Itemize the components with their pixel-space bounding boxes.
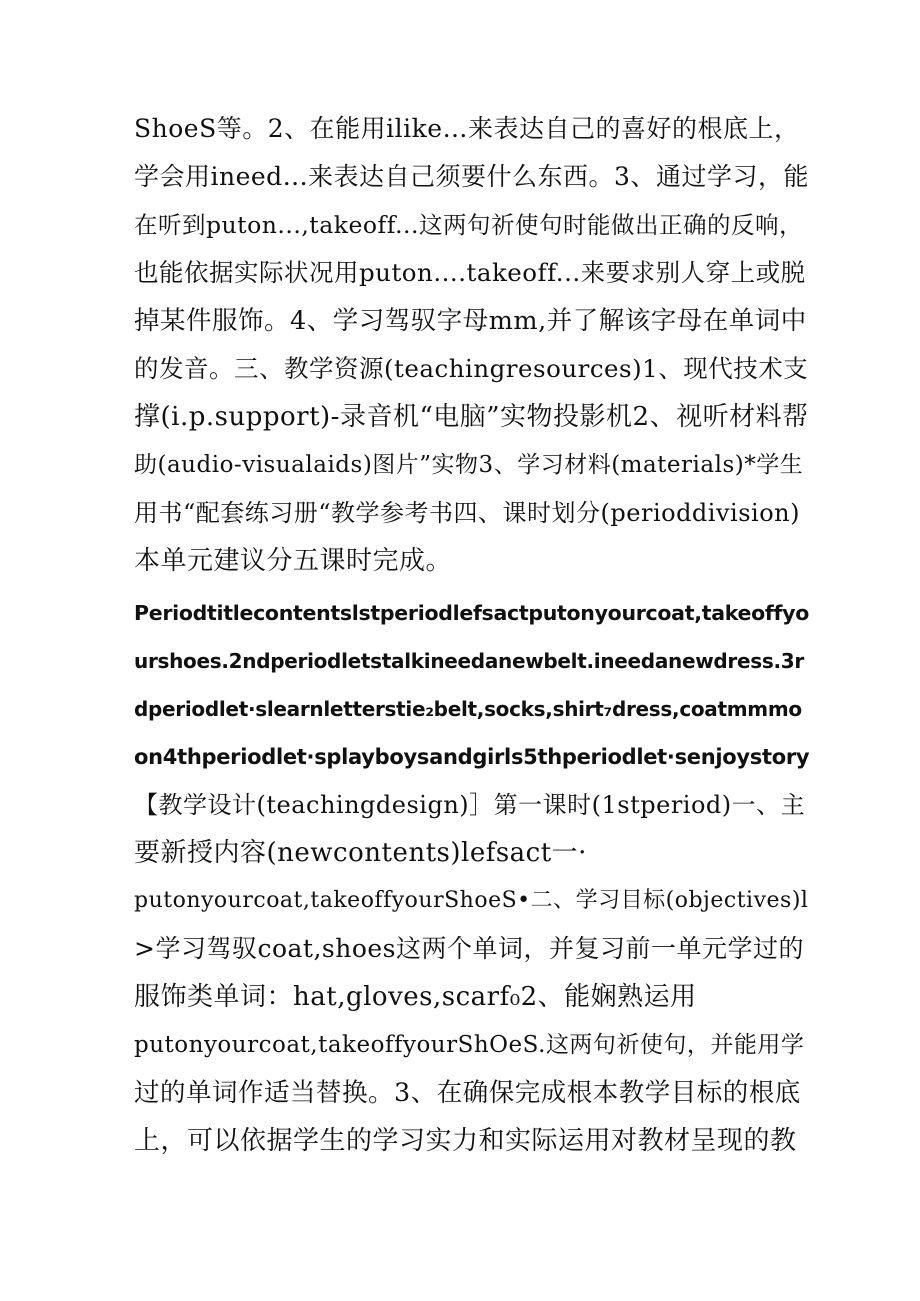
text-line-5: 掉某件服饰。4、学习驾驭字母mm,并了解该字母在单词中 bbox=[134, 306, 807, 336]
text-line-12: urshoes.2ndperiodletstalkineedanewbelt.ineedanewdress.3r bbox=[134, 649, 804, 673]
text-line-3: 在听到puton...,takeoff...这两句祈使句时能做出正确的反响， bbox=[134, 211, 804, 239]
text-line-21: 过的单词作适当替换。3、在确保完成根本教学目标的根底 bbox=[134, 1078, 801, 1108]
text-line-14: on4thperiodlet·splayboysandgirls5thperiodlet·senjoystory bbox=[134, 745, 810, 769]
text-line-7: 撑(i.p.support)-录音机“电脑”实物投影机2、视听材料帮 bbox=[134, 402, 809, 432]
text-line-16: 要新授内容(newcontents)lefsact一· bbox=[134, 838, 587, 868]
text-line-20: putonyourcoat,takeoffyourShOeS.这两句祈使句，并能用学 bbox=[134, 1032, 805, 1058]
text-line-10: 本单元建议分五课时完成。 bbox=[134, 546, 453, 576]
text-line-1: ShoeS等。2、在能用ilike…来表达自己的喜好的根底上， bbox=[134, 114, 800, 143]
text-line-18: >学习驾驭coat,shoes这两个单词，并复习前一单元学过的 bbox=[134, 934, 805, 963]
text-line-15: 【教学设计(teachingdesign)］第一课时(1stperiod)一、主 bbox=[134, 791, 806, 819]
text-line-6: 的发音。三、教学资源(teachingresources)1、现代技术支 bbox=[134, 354, 809, 383]
text-line-2: 学会用ineed...来表达自己须要什么东西。3、通过学习，能 bbox=[134, 162, 809, 191]
text-line-8: 助(audio-visualaids)图片”实物3、学习材料(materials)*学生 bbox=[134, 452, 804, 478]
text-line-4: 也能依据实际状况用puton....takeoff...来要求别人穿上或脱 bbox=[134, 258, 806, 287]
text-line-17: putonyourcoat,takeoffyourShoeS•二、学习目标(objectives)l bbox=[134, 888, 809, 913]
text-line-9: 用书“配套练习册“教学参考书四、课时划分(perioddivision) bbox=[134, 499, 800, 527]
text-line-11: Periodtitlecontentslstperiodlefsactputonyourcoat,takeoffyo bbox=[134, 601, 809, 625]
text-line-13: dperiodlet·slearnletterstie₂belt,socks,shirt₇dress,coatmmmo bbox=[134, 697, 802, 721]
text-line-19: 服饰类单词：hat,gloves,scarf₀2、能娴熟运用 bbox=[134, 982, 697, 1012]
text-line-22: 上，可以依据学生的学习实力和实际运用对教材呈现的教 bbox=[134, 1126, 797, 1156]
